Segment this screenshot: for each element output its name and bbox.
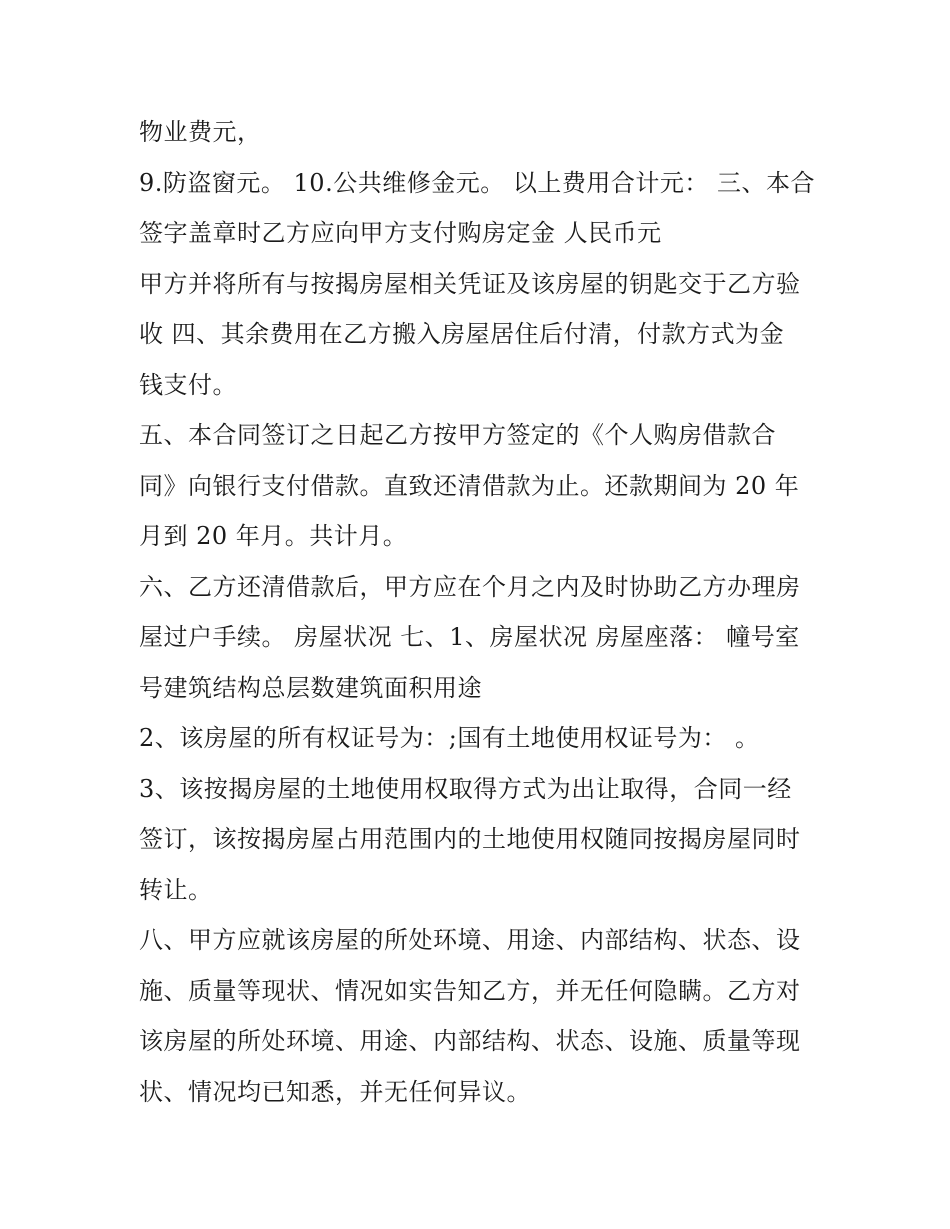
text-line: 收 四、其余费用在乙方搬入房屋居住后付清，付款方式为金 [139,320,785,348]
text-line: 3、该按揭房屋的土地使用权取得方式为出让取得，合同一经 [139,774,792,803]
text-line: 六、乙方还清借款后，甲方应在个月之内及时协助乙方办理房 [139,572,801,601]
text-line: 该房屋的所处环境、用途、内部结构、状态、设施、质量等现 [139,1027,801,1055]
text-line: 同》向银行支付借款。直致还清借款为止。还款期间为 20 年 [139,471,800,500]
text-line: 五、本合同签订之日起乙方按甲方签定的《个人购房借款合 [139,421,776,449]
text-line: 签字盖章时乙方应向甲方支付购房定金 人民币元 [139,219,662,247]
text-line: 物业费元， [139,118,262,146]
text-line: 施、质量等现状、情况如实告知乙方，并无任何隐瞒。乙方对 [139,976,801,1005]
text-line: 9.防盗窗元。 10.公共维修金元。 以上费用合计元： 三、本合 [139,168,815,197]
text-line: 八、甲方应就该房屋的所处环境、用途、内部结构、状态、设 [139,926,801,954]
text-line: 钱支付。 [139,370,237,399]
text-line: 签订，该按揭房屋占用范围内的土地使用权随同按揭房屋同时 [139,825,801,853]
text-line: 2、该房屋的所有权证号为：;国有土地使用权证号为： 。 [139,724,760,752]
text-line: 屋过户手续。 房屋状况 七、1、房屋状况 房屋座落： 幢号室 [139,623,800,651]
text-line: 号建筑结构总层数建筑面积用途 [139,673,482,702]
text-line: 月到 20 年月。共计月。 [139,522,408,550]
text-line: 转让。 [139,875,213,904]
text-line: 甲方并将所有与按揭房屋相关凭证及该房屋的钥匙交于乙方验 [139,269,801,298]
text-line: 状、情况均已知悉，并无任何异议。 [139,1077,531,1106]
contract-body-text [139,107,829,1117]
